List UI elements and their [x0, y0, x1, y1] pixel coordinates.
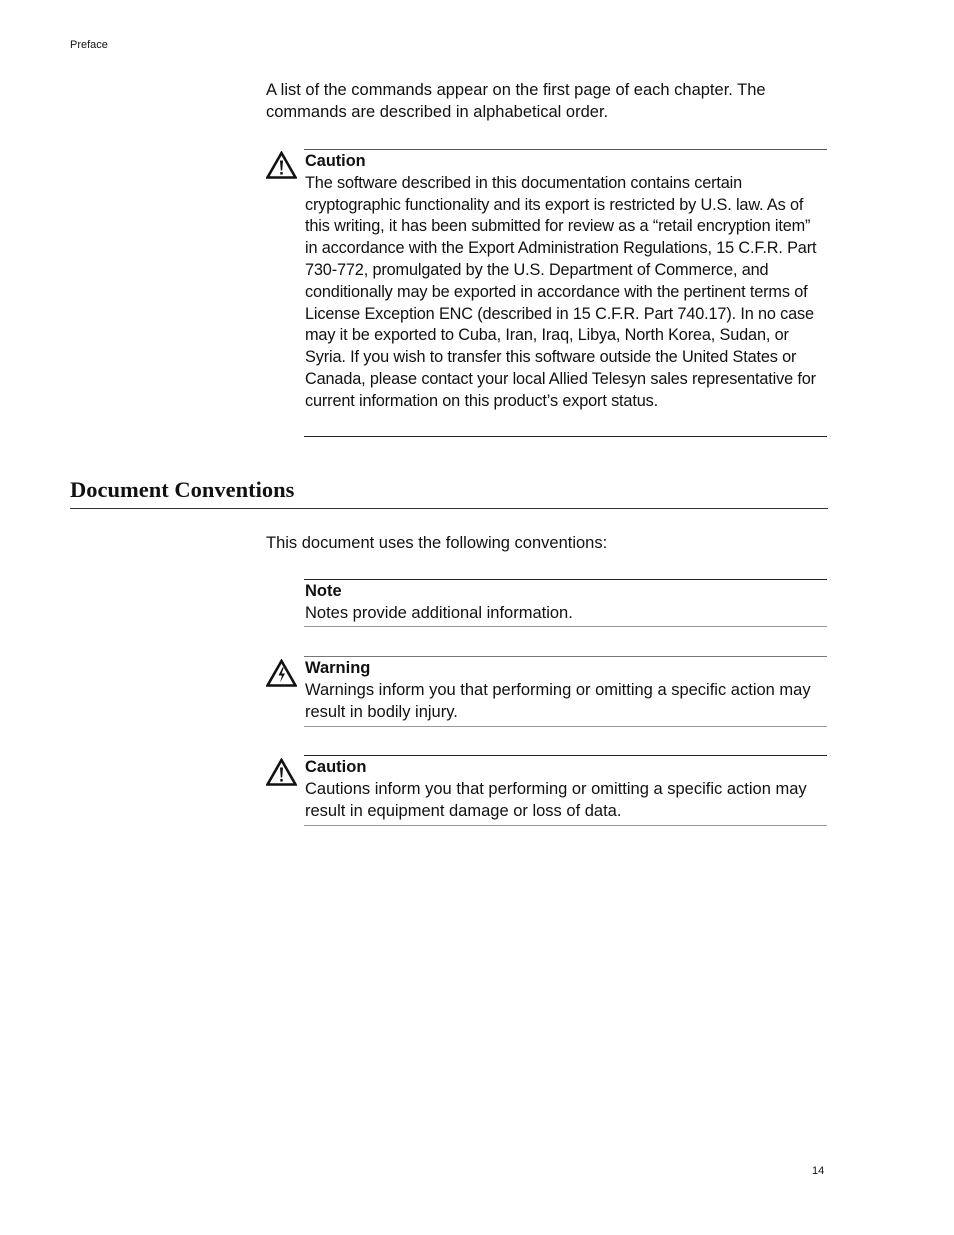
warning-box [304, 656, 827, 727]
warning-text: Warnings inform you that performing or omitting a specific action may result in bodily injury. [305, 680, 811, 721]
caution-box [304, 755, 827, 826]
page-number: 14 [812, 1165, 825, 1177]
caution-label: Caution [305, 758, 367, 776]
note-label: Note [305, 582, 342, 600]
caution-text: Cautions inform you that performing or omitting a specific action may result in equipment damage or loss of data. [305, 779, 807, 820]
note-box [304, 579, 827, 627]
running-head: Preface [70, 39, 108, 51]
caution-icon [266, 151, 297, 179]
caution-icon [266, 758, 297, 786]
section-heading: Document Conventions [70, 475, 828, 509]
export-caution-text: The software described in this documentation contains certain cryptographic functionality and its export is restricted by U.S. law. As of this writing, it has been submitted for review as a “retail encryption item” in accordance with the Export Administration Regulations, 15 C.F.R. Part 730-772, promulgated by the U.S. Department of Commerce, and conditionally may be exported in accordance with the pertinent terms of License Exception ENC (described in 15 C.F.R. Part 740.17). In no case may it be exported to Cuba, Iran, Iraq, Libya, North Korea, Sudan, or Syria. If you wish to transfer this software outside the United States or Canada, please contact your local Allied Telesyn sales representative for current information on this product’s export status. [305, 173, 817, 410]
intro-paragraph: A list of the commands appear on the first page of each chapter. The commands are described in alphabetical order. [266, 81, 766, 121]
warning-lightning-icon [266, 659, 297, 687]
warning-label: Warning [305, 659, 371, 677]
export-caution-box [304, 149, 827, 437]
conventions-intro: This document uses the following conventions: [266, 534, 608, 552]
note-text: Notes provide additional information. [305, 603, 573, 622]
export-caution-label: Caution [305, 152, 366, 170]
